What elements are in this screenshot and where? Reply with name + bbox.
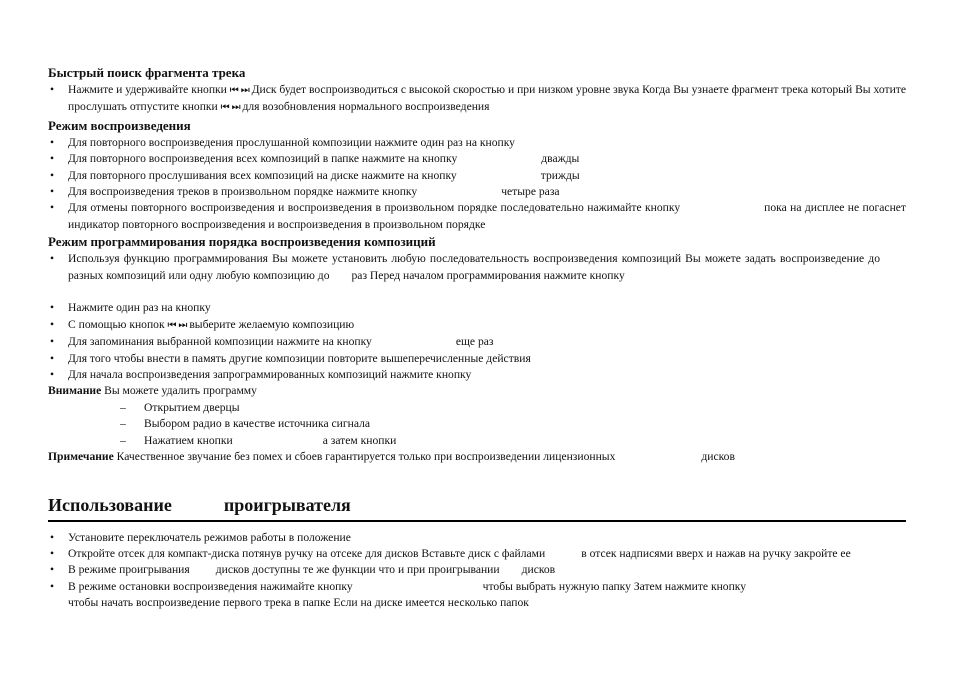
text: пока на дисплее не погаснет индикатор повторного воспроизведения и воспроизведения в произвольном порядке [68,201,906,231]
text: Для повторного воспроизведения всех композиций в папке нажмите на кнопку [68,152,458,166]
list-item [118,433,906,449]
text: трижды [540,168,580,182]
manual-page [48,64,906,612]
section-title-playback-mode: Режим воспроизведения [48,117,191,133]
list-item [48,168,906,184]
list-item [48,200,906,233]
next-track-icon: ⏭ [178,319,187,331]
text: Откройте отсек для компакт-диска потянув ручку на отсеке для дисков Вставьте диск с файлами [68,546,546,560]
text: в отсек надписями вверх и нажав на ручку закройте ее [581,546,851,560]
text: дисков [521,563,556,577]
list-item [48,334,906,350]
prev-track-icon: ⏮ [167,319,176,331]
text: Нажмите и удерживайте кнопки [68,83,227,96]
next-track-icon: ⏭ [231,102,240,114]
text: Качественное звучание без помех и сбоев гарантируется только при воспроизведении лицензионных [116,450,616,464]
list-item [48,562,906,578]
attention-label: Внимание [48,384,102,398]
list-item: – Открытием дверцы [118,400,906,416]
text: Для отмены повторного воспроизведения и воспроизведения в произвольном порядке последовательно нажимайте кнопку [68,201,681,215]
text: дисков [701,450,735,464]
text: С помощью кнопок [68,317,165,331]
text: разных композиций или одну любую композицию до [68,268,330,282]
text: Диск будет воспроизводиться с высокой скоростью и при низком уровне звука Когда Вы узнаете фрагмент трека который Вы хотите прослушать отпустите кнопки [68,83,906,114]
list-item [48,317,906,334]
title-part: Использование [48,494,172,515]
text: четыре раза [501,185,560,199]
text: Для повторного прослушивания всех композиций на диске нажмите на кнопку [68,168,457,182]
list-item [48,184,906,200]
text: чтобы выбрать нужную папку Затем нажмите кнопку [482,579,747,593]
attention-note [48,383,906,399]
list-item: • Для того чтобы внести в память другие композиции повторите вышеперечисленные действия [48,351,906,367]
section-title-fast-search: Быстрый поиск фрагмента трека [48,65,246,80]
programming-list [48,251,906,284]
text: выберите желаемую композицию [189,317,355,331]
text: В режиме остановки воспроизведения нажимайте кнопку [68,579,353,593]
delete-program-list [48,400,906,449]
section-title-programming: Режим программирования порядка воспроизведения композиций [48,234,436,250]
text: Для воспроизведения треков в произвольном порядке нажмите кнопку [68,185,418,199]
next-track-icon: ⏭ [240,85,249,96]
list-item: • Для повторного воспроизведения прослушанной композиции нажмите один раз на кнопку [48,135,906,151]
text: чтобы начать воспроизведение первого трека в папке Если на диске имеется несколько папок [68,596,529,610]
section-title-player-usage [48,492,906,522]
fast-search-list [48,82,906,117]
list-item: • Для начала воспроизведения запрограммированных композиций нажмите кнопку [48,367,906,383]
playback-mode-list [48,135,906,233]
text: а затем кнопки [322,433,397,447]
text: дважды [541,152,580,166]
list-item: • Установите переключатель режимов работы в положение [48,530,906,546]
text: Нажатием кнопки [144,433,233,447]
list-item [48,579,906,612]
list-item [48,151,906,167]
list-item [48,546,906,562]
title-part: проигрывателя [223,494,351,515]
text: еще раз [455,335,494,349]
programming-steps-list [48,300,906,383]
remark-label: Примечание [48,450,114,464]
prev-track-icon: ⏮ [220,102,229,114]
text: В режиме проигрывания [68,563,190,577]
player-usage-list [48,530,906,612]
text: раз Перед началом программирования нажмите кнопку [351,268,625,282]
text: Используя функцию программирования Вы можете установить любую последовательность воспроизведения композиций Вы можете задать воспроизведение до [68,252,880,266]
text: дисков доступны те же функции что и при проигрывании [215,563,500,577]
list-item: – Выбором радио в качестве источника сигнала [118,416,906,432]
list-item: • Нажмите один раз на кнопку [48,300,906,316]
list-item [48,251,906,284]
text: Вы можете удалить программу [104,384,257,398]
text: для возобновления нормального воспроизведения [242,100,490,114]
text: Для запоминания выбранной композиции нажмите на кнопку [68,335,372,349]
remark-note [48,449,906,465]
list-item [48,82,906,117]
prev-track-icon: ⏮ [229,85,238,96]
